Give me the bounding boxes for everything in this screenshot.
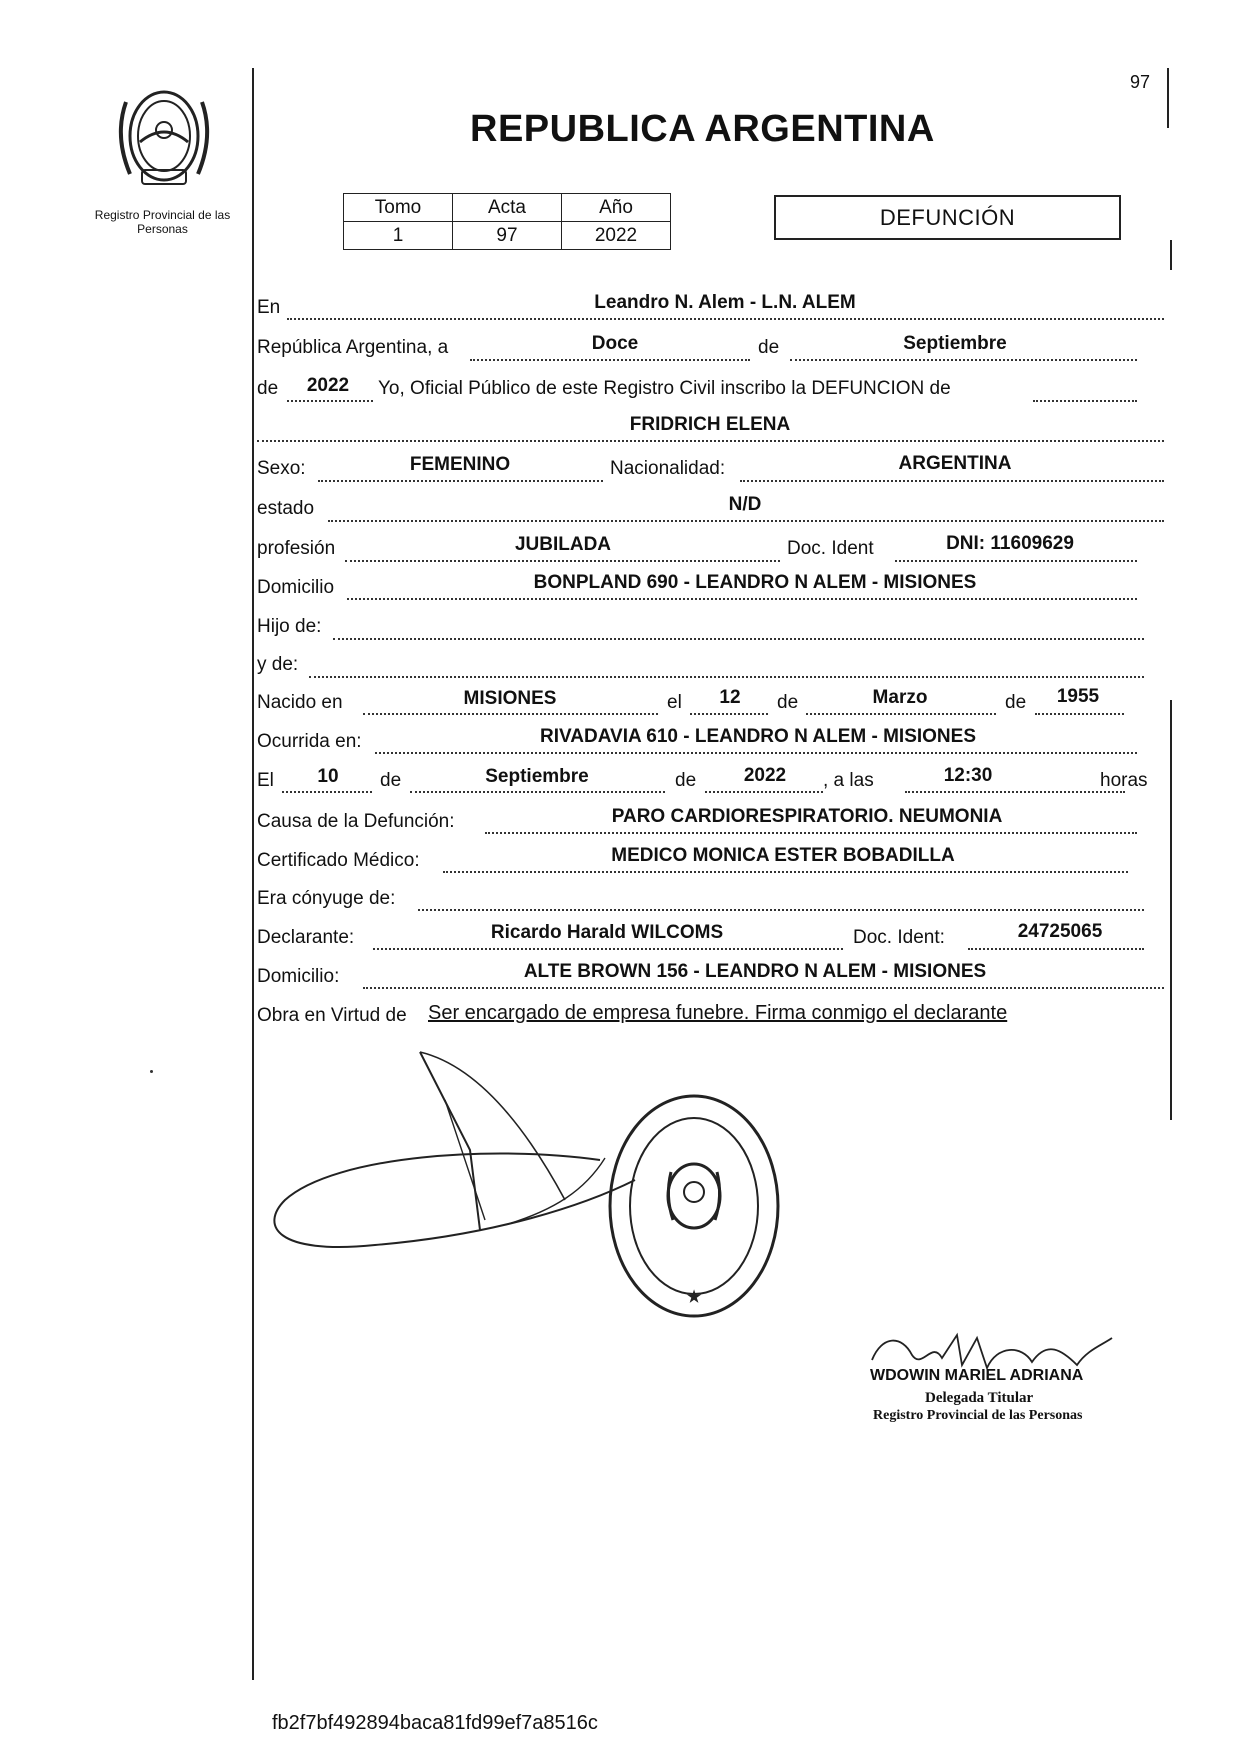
defuncion-hora: 12:30: [943, 765, 993, 786]
causa-label: Causa de la Defunción:: [257, 811, 455, 832]
official-name: WDOWIN MARIEL ADRIANA: [870, 1367, 1084, 1384]
acta-label: Acta: [453, 194, 562, 222]
profesion-value: JUBILADA: [514, 534, 612, 555]
yde-label: y de:: [257, 654, 299, 675]
domicilio2-label: Domicilio:: [257, 966, 340, 987]
domicilio-value: BONPLAND 690 - LEANDRO N ALEM - MISIONES: [533, 572, 977, 593]
docident-label: Doc. Ident: [787, 538, 874, 559]
horas-label: horas: [1100, 770, 1148, 791]
defuncion-anio: 2022: [743, 765, 787, 786]
docident2-value: 24725065: [1017, 921, 1103, 942]
page-number: 97: [1130, 72, 1151, 92]
nacido-value: MISIONES: [463, 688, 557, 709]
defuncion-mes: Septiembre: [485, 766, 589, 787]
official-role: Delegada Titular: [925, 1390, 1034, 1406]
de-label-1: de: [758, 337, 780, 358]
nacionalidad-label: Nacionalidad:: [610, 458, 726, 479]
stamp-emblem-icon: [668, 1164, 720, 1228]
inscribo-text: Yo, Oficial Público de este Registro Civil inscribo la DEFUNCION de: [378, 378, 951, 399]
provincial-emblem: [112, 82, 216, 194]
anio-inscripcion: 2022: [306, 375, 350, 396]
declarante-value: Ricardo Harald WILCOMS: [490, 922, 724, 943]
de-label-5: de: [380, 770, 402, 791]
sexo-label: Sexo:: [257, 458, 306, 479]
domicilio2-value: ALTE BROWN 156 - LEANDRO N ALEM - MISIONES: [523, 961, 987, 982]
causa-value: PARO CARDIORESPIRATORIO. NEUMONIA: [611, 806, 1003, 827]
nacido-dia: 12: [719, 687, 741, 708]
anio-value: 2022: [562, 222, 671, 250]
certificado-value: MEDICO MONICA ESTER BOBADILLA: [611, 845, 955, 866]
profesion-label: profesión: [257, 538, 336, 559]
record-type: DEFUNCIÓN: [774, 195, 1121, 240]
rep-label: República Argentina, a: [257, 337, 449, 358]
en-label: En: [257, 297, 281, 318]
certificado-label: Certificado Médico:: [257, 850, 420, 871]
el-label: el: [667, 692, 682, 713]
ocurrida-label: Ocurrida en:: [257, 731, 362, 752]
anio-label: Año: [562, 194, 671, 222]
page-title: REPUBLICA ARGENTINA: [470, 108, 935, 150]
acta-value: 97: [453, 222, 562, 250]
docident-value: DNI: 11609629: [946, 533, 1074, 554]
de-label-6: de: [675, 770, 697, 791]
estado-value: N/D: [728, 494, 762, 515]
conyuge-label: Era cónyuge de:: [257, 888, 396, 909]
emblem-icon: [112, 82, 216, 194]
en-value: Leandro N. Alem - L.N. ALEM: [594, 292, 856, 313]
dia-value: Doce: [591, 333, 639, 354]
nombre-value: FRIDRICH ELENA: [629, 414, 791, 435]
alas-label: , a las: [823, 770, 874, 791]
docident2-label: Doc. Ident:: [853, 927, 945, 948]
mes-value: Septiembre: [903, 333, 1007, 354]
de-label-3: de: [777, 692, 799, 713]
tomo-label: Tomo: [344, 194, 453, 222]
acta-table: [343, 193, 671, 250]
de-label-4: de: [1005, 692, 1027, 713]
el2-label: El: [257, 770, 274, 791]
nacido-label: Nacido en: [257, 692, 343, 713]
defuncion-dia: 10: [317, 766, 339, 787]
footer-hash: fb2f7bf492894baca81fd99ef7a8516c: [272, 1712, 598, 1734]
official-stamp: [605, 1092, 783, 1320]
svg-text:★: ★: [686, 1289, 702, 1306]
official-org: Registro Provincial de las Personas: [873, 1408, 1083, 1423]
nacionalidad-value: ARGENTINA: [898, 453, 1012, 474]
sexo-value: FEMENINO: [409, 454, 511, 475]
registry-label: Registro Provincial de las Personas: [94, 208, 231, 236]
tomo-value: 1: [344, 222, 453, 250]
de-label-2: de: [257, 378, 279, 399]
nacido-anio: 1955: [1056, 686, 1100, 707]
estado-label: estado: [257, 498, 315, 519]
obra-value: Ser encargado de empresa funebre. Firma conmigo el declarante: [428, 1002, 1008, 1024]
obra-label: Obra en Virtud de: [257, 1005, 407, 1026]
ocurrida-value: RIVADAVIA 610 - LEANDRO N ALEM - MISIONES: [540, 726, 976, 747]
domicilio-label: Domicilio: [257, 577, 335, 598]
nacido-mes: Marzo: [872, 687, 928, 708]
hijo-label: Hijo de:: [257, 616, 322, 637]
declarante-label: Declarante:: [257, 927, 355, 948]
